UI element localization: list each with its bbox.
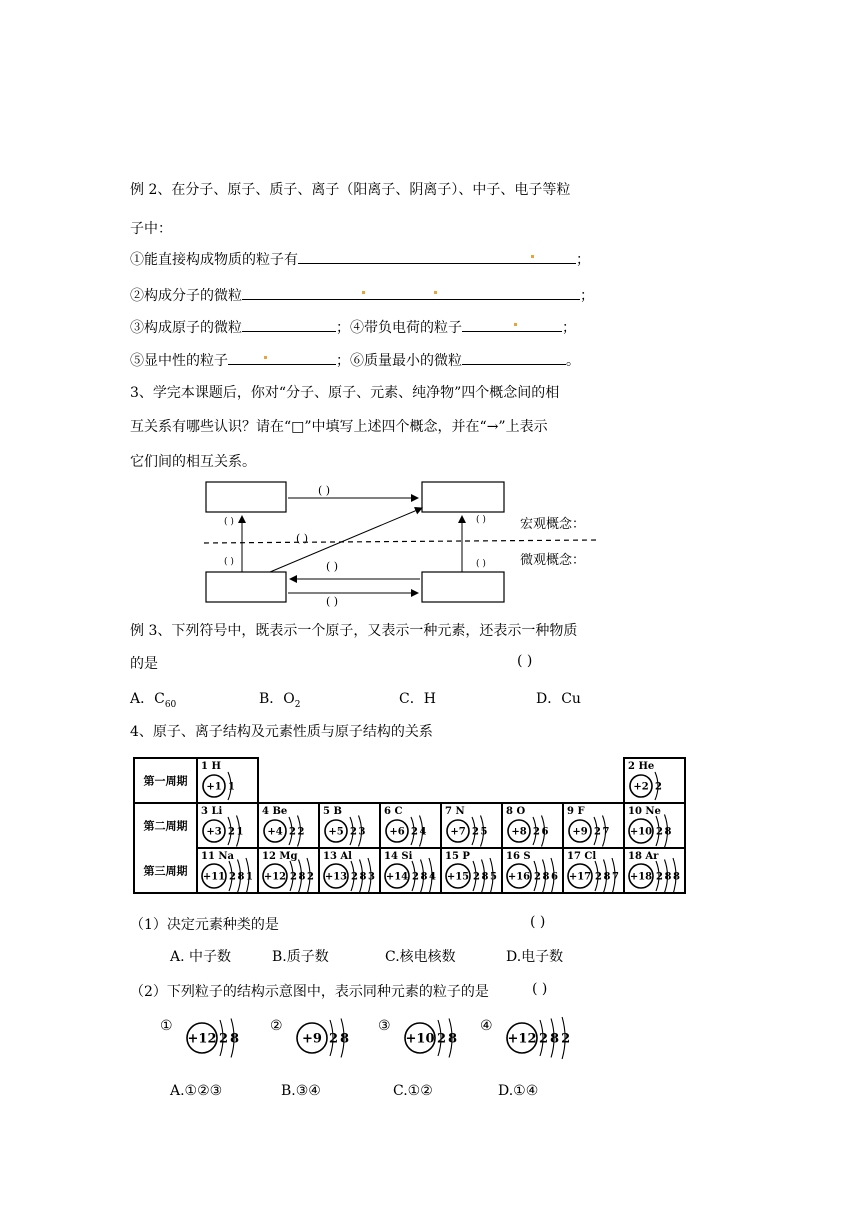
nuclear-charge: +14 [385,871,409,883]
paren-bottom-a: ( ) [326,560,339,573]
element-period2-diagram [629,815,672,848]
box-top-left[interactable] [206,482,286,512]
particle-diagram [297,1019,349,1058]
ex3-option-c[interactable]: C．H [399,691,436,707]
shell-electron-count: 3 [358,826,366,838]
shell-electron-count: 8 [237,871,245,883]
sec3-line2: 互关系有哪些认识？请在“□”中填写上述四个概念，并在“→”上表示 [130,419,548,435]
nuclear-charge: +16 [507,871,531,883]
shell-electron-count: 2 [561,1031,571,1047]
shell-electron-count: 2 [350,826,357,838]
shell-electron-count: 2 [436,1031,447,1047]
shell-electron-count: 2 [297,826,305,838]
ex2-q3-text: ③构成原子的微粒 [130,320,242,336]
shell-electron-count: 7 [612,871,619,883]
shell-electron-count: 2 [534,871,541,883]
element-he-label: 2 He [628,761,655,772]
semicolon: ； [576,252,590,268]
shell-electron-count: 8 [664,871,672,883]
element-period2-label: 9 F [567,806,585,817]
paren-right-lower: ( ) [476,559,486,569]
shell-electron-count: 8 [340,1031,350,1047]
ex2-q1 [130,249,590,269]
element-period2-diagram [447,816,488,847]
shell-electron-count: 2 [229,871,236,883]
nuclear-charge: +12 [263,871,287,883]
paren-left-lower: ( ) [224,557,234,567]
particle-diagram [405,1019,457,1058]
shell-electron-count: 8 [673,871,680,883]
ex2-q4-blank[interactable] [462,317,562,332]
nuclear-charge: +2 [633,781,649,793]
ex2-line1: 例 2、在分子、原子、质子、离子（阳离子、阴离子）、中子、电子等粒 [130,182,571,198]
nuclear-charge: +1 [206,781,222,793]
element-period3-diagram [446,858,497,894]
paren-left-upper: ( ) [224,517,234,527]
shell-electron-count: 8 [481,871,489,883]
q1-option-d[interactable]: D.电子数 [506,949,564,965]
element-period2-diagram [386,816,427,847]
shell-electron-count: 1 [246,871,253,883]
shell-electron-count: 8 [298,871,306,883]
sec4-title: 4、原子、离子结构及元素性质与原子结构的关系 [130,724,433,740]
q1-option-c[interactable]: C.核电核数 [385,949,456,965]
particle-number: ② [270,1018,283,1034]
periodic-table [133,757,693,894]
nuclear-charge: +12 [187,1031,217,1047]
ex2-q5-q6 [130,350,580,370]
q2-option-d[interactable]: D.①④ [498,1083,539,1099]
mark-dot [264,356,267,359]
nuclear-charge: +6 [389,826,405,838]
shell-electron-count: 2 [228,826,235,838]
ex3-option-b-sub: 2 [294,699,301,710]
nuclear-charge: +10 [629,826,653,838]
shell-electron-count: 8 [542,871,550,883]
box-top-right[interactable] [422,482,504,512]
element-period2-label: 7 N [445,806,465,817]
element-period3-label: 16 S [506,851,531,862]
semicolon: ； [580,288,594,304]
nuclear-charge: +10 [405,1031,435,1047]
q1-option-a[interactable]: A. 中子数 [170,949,232,965]
nuclear-charge: +13 [324,871,348,883]
ex3-option-a-main: A．C [130,691,165,707]
ex2-q3-blank[interactable] [242,317,336,332]
shell-electron-count: 8 [603,871,611,883]
element-period3-label: 14 Si [384,851,413,862]
shell-electron-count: 2 [411,826,418,838]
ex3-line2: 的是 [130,656,158,672]
concept-diagram [200,476,600,608]
macro-label: 宏观概念： [520,517,586,532]
element-h-diagram [203,772,235,800]
element-period2-diagram [325,816,366,847]
element-period3-diagram [629,858,680,894]
shell-electron-count: 2 [472,826,479,838]
mark-dot [362,291,365,294]
element-period2-label: 3 Li [201,806,223,817]
ex2-q4-text: ；④带负电荷的粒子 [336,320,462,336]
shell-electron-count: 2 [594,826,601,838]
nuclear-charge: +18 [629,871,653,883]
shell-electron-count: 8 [359,871,367,883]
shell-electron-count: 8 [420,871,428,883]
ex2-q2 [130,285,594,305]
q2-option-b[interactable]: B.③④ [281,1083,321,1099]
shell-electron-count: 1 [228,781,235,793]
element-period3-diagram [263,858,314,894]
mark-dot [514,323,517,326]
element-period2-label: 5 B [323,806,342,817]
element-period2-label: 10 Ne [628,806,661,817]
element-period2-label: 6 C [384,806,403,817]
ex3-option-b[interactable] [259,688,301,710]
element-period2-label: 4 Be [262,806,288,817]
shell-electron-count: 8 [664,826,672,838]
element-period2-diagram [569,816,610,847]
element-period2-diagram [508,816,549,847]
shell-electron-count: 2 [307,871,314,883]
element-h-label: 1 H [201,761,221,772]
shell-electron-count: 7 [602,826,610,838]
box-bottom-left[interactable] [206,572,286,602]
ex3-line1: 例 3、下列符号中，既表示一个原子，又表示一种元素，还表示一种物质 [130,623,578,639]
period-mark: 。 [566,353,580,369]
element-period3-label: 11 Na [201,851,235,862]
paren-right-upper: ( ) [476,515,486,525]
ex3-paren: ( ) [517,653,533,669]
nuclear-charge: +15 [446,871,470,883]
paren-mid: ( ) [296,532,309,545]
shell-electron-count: 2 [656,871,663,883]
particle-diagram [187,1019,239,1058]
element-period3-diagram [385,858,436,894]
mark-dot [531,255,534,258]
ex2-q5-text: ⑤显中性的粒子 [130,353,228,369]
q2-stem: （2）下列粒子的结构示意图中，表示同种元素的粒子的是 [130,984,489,1000]
ex2-line2: 子中： [130,221,172,237]
element-period3-label: 13 Al [323,851,352,862]
shell-electron-count: 2 [595,871,602,883]
nuclear-charge: +12 [507,1031,537,1047]
ex3-option-d[interactable]: D．Cu [536,691,581,707]
paren-top: ( ) [318,484,331,497]
particle-diagrams [150,1010,620,1070]
shell-electron-count: 1 [236,826,244,838]
element-period2-diagram [264,816,305,847]
shell-electron-count: 3 [368,871,375,883]
q2-option-a[interactable]: A.①②③ [170,1083,223,1099]
shell-electron-count: 2 [538,1031,549,1047]
element-period3-diagram [202,858,253,894]
shell-electron-count: 6 [551,871,558,883]
shell-electron-count: 8 [230,1031,240,1047]
shell-electron-count: 2 [290,871,297,883]
element-period2-diagram [203,816,243,847]
element-he-diagram [630,772,662,800]
shell-electron-count: 2 [218,1031,229,1047]
ex2-q6-blank[interactable] [462,350,566,365]
ex2-q6-text: ；⑥质量最小的微粒 [336,353,462,369]
period-label: 第一周期 [143,774,188,788]
ex2-q2-text: ②构成分子的微粒 [130,288,242,304]
q1-option-b[interactable]: B.质子数 [272,949,329,965]
ex2-q5-blank[interactable] [228,350,336,365]
dashed-divider [204,540,596,543]
element-period3-label: 17 Cl [567,851,597,862]
nuclear-charge: +8 [511,826,527,838]
sec3-line1: 3、学完本课题后，你对“分子、原子、元素、纯净物”四个概念间的相 [130,385,560,401]
shell-electron-count: 2 [351,871,358,883]
shell-electron-count: 2 [328,1031,339,1047]
element-period3-diagram [507,858,558,894]
nuclear-charge: +17 [568,871,592,883]
arrow-diagonal [270,508,422,572]
nuclear-charge: +9 [302,1031,322,1047]
particle-diagram [507,1017,570,1059]
shell-electron-count: 2 [289,826,296,838]
ex2-q2-blank[interactable] [242,285,580,300]
nuclear-charge: +3 [206,826,222,838]
element-period3-label: 18 Ar [628,851,659,862]
particle-number: ① [160,1018,173,1034]
paren-bottom-b: ( ) [326,595,339,608]
ex2-q3-q4 [130,317,576,337]
q1-stem: （1）决定元素种类的是 [130,917,279,933]
nuclear-charge: +9 [572,826,588,838]
ex3-option-a-sub: 60 [164,699,177,710]
shell-electron-count: 2 [473,871,480,883]
nuclear-charge: +4 [267,826,283,838]
period-label: 第二周期 [143,819,188,833]
element-period3-label: 12 Mg [262,851,298,862]
ex2-q1-blank[interactable] [298,249,576,264]
ex2-q1-text: ①能直接构成物质的粒子有 [130,252,298,268]
shell-electron-count: 5 [480,826,488,838]
shell-electron-count: 2 [412,871,419,883]
box-bottom-right[interactable] [422,572,504,602]
particle-number: ③ [378,1018,391,1034]
element-period3-diagram [568,858,619,894]
ex3-option-a[interactable] [130,688,176,710]
micro-label: 微观概念： [520,553,586,568]
shell-electron-count: 2 [656,826,663,838]
q1-paren: ( ) [530,914,546,930]
q2-paren: ( ) [532,981,548,997]
semicolon: ； [562,320,576,336]
element-period2-label: 8 O [506,806,526,817]
shell-electron-count: 2 [533,826,540,838]
nuclear-charge: +7 [450,826,466,838]
element-period3-diagram [324,858,375,894]
mark-dot [434,291,437,294]
period-label: 第三周期 [143,864,188,878]
shell-electron-count: 6 [541,826,549,838]
ex3-option-b-main: B．O [259,691,295,707]
shell-electron-count: 2 [655,781,662,793]
shell-electron-count: 4 [419,826,427,838]
shell-electron-count: 8 [550,1031,560,1047]
shell-electron-count: 5 [490,871,497,883]
shell-electron-count: 4 [429,871,436,883]
nuclear-charge: +5 [328,826,344,838]
shell-electron-count: 8 [448,1031,458,1047]
nuclear-charge: +11 [202,871,226,883]
particle-number: ④ [480,1018,493,1034]
element-period3-label: 15 P [445,851,470,862]
sec3-line3: 它们间的相互关系。 [130,454,256,470]
q2-option-c[interactable]: C.①② [393,1083,433,1099]
